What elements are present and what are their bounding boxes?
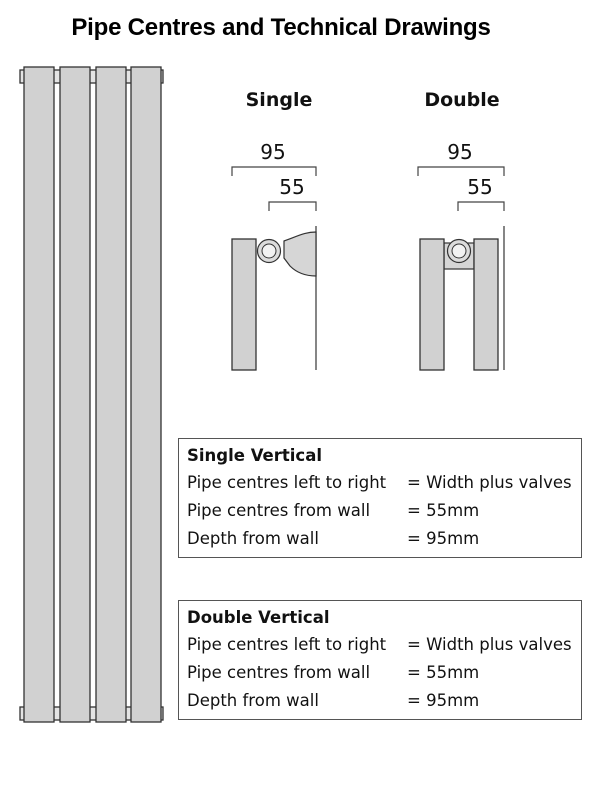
double-label: Double xyxy=(424,89,500,111)
spec-row xyxy=(187,525,581,553)
spec-label: Pipe centres left to right xyxy=(187,635,387,654)
spec-label: Pipe centres left to right xyxy=(187,473,387,492)
single-pipe-centre-dimension xyxy=(269,202,316,211)
spec-title: Double Vertical xyxy=(187,608,330,627)
spec-box-double xyxy=(178,600,582,720)
spec-row xyxy=(187,631,581,659)
radiator-front-view xyxy=(20,67,163,722)
single-label: Single xyxy=(245,89,313,111)
single-bracket xyxy=(284,232,316,276)
double-side-view xyxy=(418,89,504,370)
double-pipe-centre-label: 55 xyxy=(467,175,493,199)
spec-value: = Width plus valves xyxy=(407,635,572,654)
single-pipe-centre-label: 55 xyxy=(279,175,305,199)
double-panel-front xyxy=(420,239,444,370)
spec-row xyxy=(187,469,581,497)
single-pipe-inner xyxy=(262,244,276,258)
spec-value: = 95mm xyxy=(407,529,480,548)
double-depth-label: 95 xyxy=(447,140,473,164)
spec-value: = Width plus valves xyxy=(407,473,572,492)
spec-box-single xyxy=(178,438,582,558)
spec-value: = 55mm xyxy=(407,663,480,682)
spec-row xyxy=(187,497,581,525)
spec-title: Single Vertical xyxy=(187,446,322,465)
single-depth-label: 95 xyxy=(260,140,286,164)
spec-label: Depth from wall xyxy=(187,691,319,710)
double-panel-back xyxy=(474,239,498,370)
spec-label: Depth from wall xyxy=(187,529,319,548)
spec-row xyxy=(187,687,581,715)
spec-label: Pipe centres from wall xyxy=(187,663,371,682)
single-panel xyxy=(232,239,256,370)
radiator-column-3 xyxy=(96,67,126,722)
spec-label: Pipe centres from wall xyxy=(187,501,371,520)
radiator-column-2 xyxy=(60,67,90,722)
radiator-column-4 xyxy=(131,67,161,722)
radiator-column-1 xyxy=(24,67,54,722)
page-title: Pipe Centres and Technical Drawings xyxy=(71,14,491,41)
single-side-view xyxy=(232,89,316,370)
spec-value: = 95mm xyxy=(407,691,480,710)
double-pipe-inner xyxy=(452,244,466,258)
spec-row xyxy=(187,659,581,687)
double-pipe-centre-dimension xyxy=(458,202,504,211)
spec-value: = 55mm xyxy=(407,501,480,520)
